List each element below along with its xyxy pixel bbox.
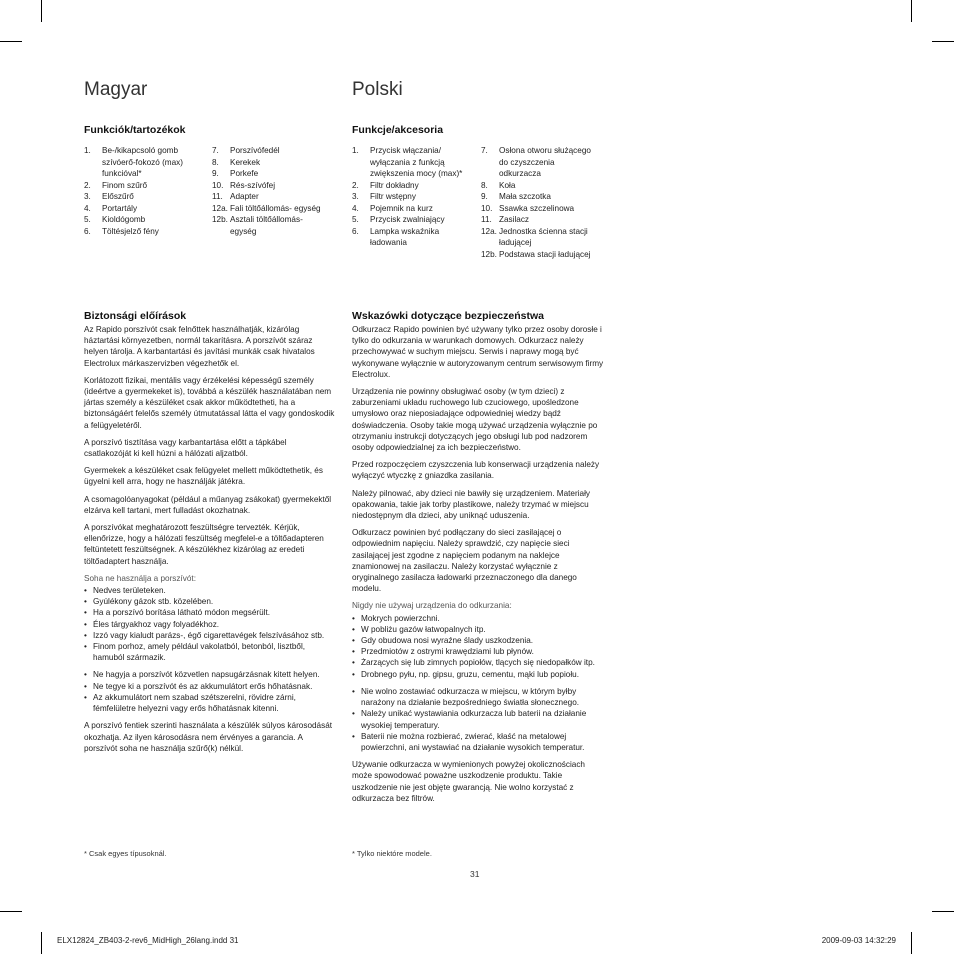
warning-list-item: • Drobnego pyłu, np. gipsu, gruzu, cementu, mąki lub popiołu. xyxy=(352,669,604,680)
safety-paragraph: A porszívókat meghatározott feszültségre tervezték. Kérjük, ellenőrizze, hogy a hálózati feszültség megfelel-e a töltőadapteren feltüntetett feszültségnek. A készülékhez kizárólag az eredeti töltőadaptert használja. xyxy=(84,523,324,566)
function-item xyxy=(481,180,596,192)
function-item-label: Portartály xyxy=(102,203,138,213)
function-item xyxy=(84,145,204,180)
function-item-label: Előszűrő xyxy=(102,192,134,201)
function-item xyxy=(84,203,204,215)
warning-list-item: • Należy unikać wystawiania odkurzacza lub baterii na działanie wysokiej temperatury. xyxy=(352,708,604,730)
function-item-number: 8. xyxy=(212,157,219,167)
function-item-number: 11. xyxy=(481,215,492,224)
function-item xyxy=(212,180,327,192)
function-item-number: 11. xyxy=(212,192,223,201)
function-item-label: Zasilacz xyxy=(499,215,530,224)
function-item xyxy=(481,145,596,180)
function-item-label: Filtr dokładny xyxy=(370,180,419,190)
safety-paragraph: Az Rapido porszívót csak felnőttek használhatják, kizárólag háztartási környezetben, normál takarításra. A porszívót száraz helyen tárolja. A karbantartási és javítási munkák csak hivatalos Electrolux márkaszervizben végezhetők el. xyxy=(84,325,315,368)
function-item-number: 9. xyxy=(212,169,219,178)
function-item xyxy=(212,168,327,180)
function-item-number: 12b. xyxy=(481,249,497,259)
safety-section xyxy=(84,324,336,760)
warning-list xyxy=(84,669,336,714)
warning-list xyxy=(84,585,336,663)
function-item xyxy=(212,214,327,237)
warning-list-item: • Przedmiotów z ostrymi krawędziami lub płynów. xyxy=(352,646,604,657)
warning-list-item: • Éles tárgyakhoz vagy folyadékhoz. xyxy=(84,619,336,630)
function-item xyxy=(352,214,472,226)
function-item xyxy=(481,249,596,261)
function-item-label: Porszívófedél xyxy=(230,146,280,155)
crop-mark xyxy=(932,911,954,912)
function-item-number: 10. xyxy=(481,203,493,213)
warning-list-item: • Mokrych powierzchni. xyxy=(352,613,604,624)
crop-mark xyxy=(0,41,22,42)
function-item-number: 7. xyxy=(212,146,219,155)
safety-section xyxy=(352,324,604,810)
function-item xyxy=(352,191,472,203)
function-item-number: 2. xyxy=(84,180,91,190)
safety-paragraph: Korlátozott fizikai, mentális vagy érzékelési képességű személy (ideértve a gyermekeket is), továbbá a készülék használatában nem jártas személy a készüléket csak akkor működtetheti, ha a biztonságáért felelős személy útmutatással látta el vagy gondoskodik a felügyeletéről. xyxy=(84,375,335,430)
function-item-label: Porkefe xyxy=(230,169,259,178)
footer-file-info: ELX12824_ZB403-2-rev6_MidHigh_26lang.indd 31 xyxy=(57,936,239,945)
function-item xyxy=(352,180,472,192)
function-item-label: Finom szűrő xyxy=(102,180,148,190)
safety-heading: Wskazówki dotyczące bezpieczeństwa xyxy=(352,310,544,322)
function-item-number: 7. xyxy=(481,146,488,155)
warning-list-item: • Ne hagyja a porszívót közvetlen napsugárzásnak kitett helyen. xyxy=(84,669,336,680)
functions-list-right xyxy=(481,145,596,260)
function-item xyxy=(84,214,204,226)
warning-list-item: • Żarzących się lub zimnych popiołów, tlących się niedopałków itp. xyxy=(352,657,604,668)
function-item-label: Podstawa stacji ładującej xyxy=(499,249,591,259)
function-item xyxy=(352,145,472,180)
safety-paragraph: A porszívó tisztítása vagy karbantartása előtt a tápkábel csatlakozóját ki kell húzni a hálózati aljzatból. xyxy=(84,437,287,459)
function-item-number: 4. xyxy=(84,203,91,213)
warning-list xyxy=(352,613,604,680)
function-item-label: Rés-szívófej xyxy=(230,180,276,190)
function-item xyxy=(481,191,596,203)
functions-heading: Funkciók/tartozékok xyxy=(84,124,186,136)
function-item-number: 8. xyxy=(481,180,488,190)
warning-list-item: • Baterii nie można rozbierać, zwierać, kłaść na metalowej powierzchni, ani wystawiać na działanie wysokich temperatur. xyxy=(352,731,604,753)
language-heading: Polski xyxy=(352,79,403,100)
function-item xyxy=(481,226,596,249)
crop-mark xyxy=(0,911,22,912)
function-item-label: Fali töltőállomás- egység xyxy=(230,203,321,213)
functions-list-right xyxy=(212,145,327,237)
function-item-number: 5. xyxy=(352,215,359,224)
warning-list-item: • Nie wolno zostawiać odkurzacza w miejscu, w którym byłby narażony na działanie bezpośredniego światła słonecznego. xyxy=(352,686,604,708)
functions-list-left xyxy=(84,145,204,237)
crop-mark xyxy=(41,932,42,954)
language-heading: Magyar xyxy=(84,79,148,100)
function-item-label: Lampka wskaźnika ładowania xyxy=(370,226,440,247)
warning-list-item: • Gdy obudowa nosi wyraźne ślady uszkodzenia. xyxy=(352,635,604,646)
functions-heading: Funkcje/akcesoria xyxy=(352,124,444,136)
function-item xyxy=(481,214,596,226)
function-item-number: 6. xyxy=(352,226,359,236)
function-item-number: 5. xyxy=(84,215,91,224)
function-item xyxy=(84,191,204,203)
page-number: 31 xyxy=(470,869,480,879)
crop-mark xyxy=(41,0,42,22)
function-item xyxy=(212,157,327,169)
safety-paragraph: Należy pilnować, aby dzieci nie bawiły się urządzeniem. Materiały opakowania, takie jak torby plastikowe, należy trzymać w miejscu niedostępnym dla dzieci, aby uniknąć uduszenia. xyxy=(352,488,590,521)
footer-timestamp: 2009-09-03 14:32:29 xyxy=(821,936,896,945)
function-item-label: Przycisk zwalniający xyxy=(370,215,445,224)
function-item-number: 12b. xyxy=(212,215,228,224)
safety-paragraph: Gyermekek a készüléket csak felügyelet mellett működtethetik, és ügyelni kell arra, hogy ne használják játékra. xyxy=(84,466,323,487)
function-item xyxy=(84,226,204,238)
function-item-label: Kioldógomb xyxy=(102,215,146,224)
function-item xyxy=(84,180,204,192)
function-item-number: 10. xyxy=(212,180,224,190)
safety-paragraph: Odkurzacz Rapido powinien być używany tylko przez osoby dorosłe i tylko do odkurzania w warunkach domowych. Odkurzacz należy przechowywać w suchym miejscu. Serwis i naprawy mogą być wykonywane wyłącznie w autoryzowanym centrum serwisowym firmy Electrolux. xyxy=(352,325,604,379)
function-item-label: Koła xyxy=(499,180,516,190)
warning-list-item: • Ne tegye ki a porszívót és az akkumulátort erős hőhatásnak. xyxy=(84,681,336,692)
function-item xyxy=(212,145,327,157)
function-item-label: Asztali töltőállomás- egység xyxy=(230,215,303,236)
function-item xyxy=(352,203,472,215)
crop-mark xyxy=(911,932,912,954)
function-item-label: Mała szczotka xyxy=(499,192,551,201)
function-item-number: 3. xyxy=(352,192,359,201)
footnote: * Tylko niektóre modele. xyxy=(352,849,432,858)
function-item-number: 2. xyxy=(352,180,359,190)
warranty-paragraph: Używanie odkurzacza w wymienionych powyżej okolicznościach może spowodować poważne uszkodzenie produktu. Takie uszkodzenie nie jest objęte gwarancją. Nie wolno korzystać z odkurzacza bez filtrów. xyxy=(352,760,585,803)
crop-mark xyxy=(911,0,912,22)
functions-list-left xyxy=(352,145,472,249)
function-item-number: 12a. xyxy=(212,203,228,213)
function-item-label: Kerekek xyxy=(230,157,261,167)
function-item-label: Filtr wstępny xyxy=(370,192,416,201)
warning-list-item: • Ha a porszívó borítása látható módon megsérült. xyxy=(84,607,336,618)
warning-list xyxy=(352,686,604,753)
warning-list-item: • Nedves területeken. xyxy=(84,585,336,596)
never-use-heading: Soha ne használja a porszívót: xyxy=(84,573,196,583)
function-item xyxy=(481,203,596,215)
warning-list-item: • Gyúlékony gázok stb. közelében. xyxy=(84,596,336,607)
function-item-number: 9. xyxy=(481,192,488,201)
safety-paragraph: Odkurzacz powinien być podłączany do sieci zasilającej o odpowiednim napięciu. Należy sprawdzić, czy napięcie sieci zasilającej jest zgodne z napięciem podanym na naklejce znamionowej na zasilaczu. Należy korzystać wyłącznie z oryginalnego zasilacza ładowarki przeznaczonego dla danego modelu. xyxy=(352,528,577,594)
safety-heading: Biztonsági előírások xyxy=(84,310,187,322)
function-item-number: 1. xyxy=(84,146,91,155)
function-item xyxy=(212,203,327,215)
footnote: * Csak egyes típusoknál. xyxy=(84,849,167,858)
function-item-label: Przycisk włączania/ wyłączania z funkcją zwiększenia mocy (max)* xyxy=(370,146,463,178)
function-item-label: Töltésjelző fény xyxy=(102,226,159,236)
function-item-label: Be-/kikapcsoló gomb szívóerő-fokozó (max) funkcióval* xyxy=(102,146,183,178)
function-item-number: 3. xyxy=(84,192,91,201)
warranty-paragraph: A porszívó fentiek szerinti használata a készülék súlyos károsodását okozhatja. Az ilyen károsodásra nem érvényes a garancia. A porszívót soha ne használja szűrő(k) nélkül. xyxy=(84,721,333,753)
function-item-number: 12a. xyxy=(481,226,497,236)
function-item-number: 6. xyxy=(84,226,91,236)
safety-paragraph: Urządzenia nie powinny obsługiwać osoby (w tym dzieci) z zaburzeniami układu ruchowego lub czuciowego, upośledzone umysłowo oraz nieposiadające odpowiedniej wiedzy bądź doświadczenia. Osoby takie mogą używać urządzenia wyłącznie po otrzymaniu instrukcji dotyczących jego obsługi lub pod nadzorem osoby odpowiedzialnej za ich bezpieczeństwo. xyxy=(352,387,598,453)
safety-paragraph: A csomagolóanyagokat (például a műanyag zsákokat) gyermekektől elzárva kell tartani, mert fulladást okozhatnak. xyxy=(84,494,332,515)
function-item-number: 1. xyxy=(352,146,359,155)
never-use-heading: Nigdy nie używaj urządzenia do odkurzania: xyxy=(352,601,512,611)
function-item-label: Jednostka ścienna stacji ładującej xyxy=(499,226,588,247)
function-item xyxy=(352,226,472,249)
warning-list-item: • W pobliżu gazów łatwopalnych itp. xyxy=(352,624,604,635)
function-item-number: 4. xyxy=(352,203,359,213)
function-item-label: Osłona otworu służącego do czyszczenia odkurzacza xyxy=(499,146,591,178)
function-item-label: Ssawka szczelinowa xyxy=(499,203,575,213)
warning-list-item: • Az akkumulátort nem szabad szétszerelni, rövidre zárni, fémfelületre helyezni vagy erős hőhatásnak kitenni. xyxy=(84,692,336,714)
function-item xyxy=(212,191,327,203)
function-item-label: Adapter xyxy=(230,192,259,201)
function-item-label: Pojemnik na kurz xyxy=(370,203,433,213)
crop-mark xyxy=(932,41,954,42)
warning-list-item: • Izzó vagy kialudt parázs-, égő cigarettavégek felszívásához stb. xyxy=(84,630,336,641)
warning-list-item: • Finom porhoz, amely például vakolatból, betonból, lisztből, hamuból származik. xyxy=(84,641,336,663)
safety-paragraph: Przed rozpoczęciem czyszczenia lub konserwacji urządzenia należy wyłączyć wtyczkę z gniazdka zasilania. xyxy=(352,460,600,481)
